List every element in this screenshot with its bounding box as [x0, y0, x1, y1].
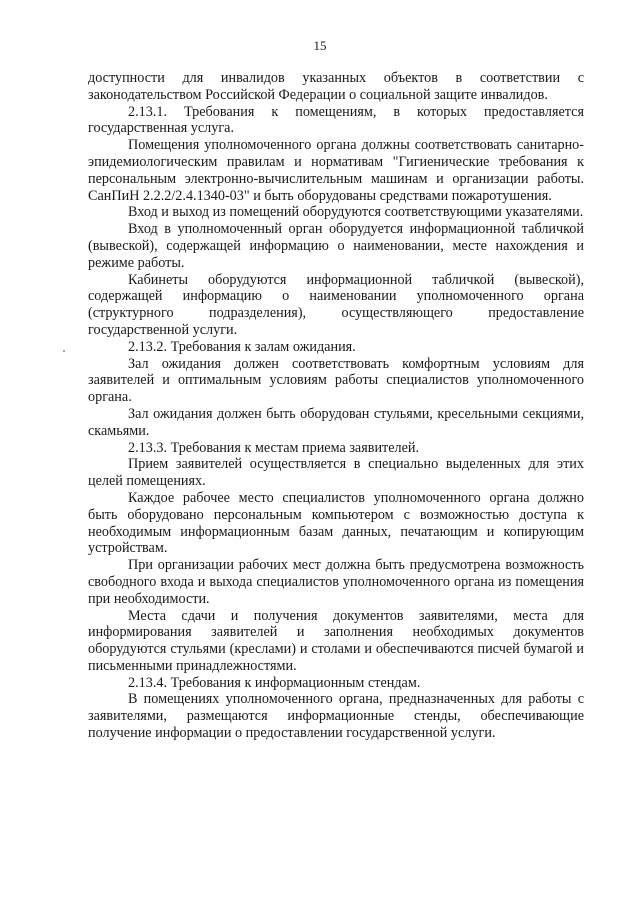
scan-speck — [63, 350, 65, 352]
section-2-13-1-heading: 2.13.1. Требования к помещениям, в которых предоставляется государственная услуга. — [88, 103, 584, 137]
paragraph-workplace-equipment: Каждое рабочее место специалистов уполномоченного органа должно быть оборудовано персональным компьютером с возможностью доступа к необходимым информационным базам данных, печатающим и копирующим устройствам. — [88, 489, 584, 557]
section-2-13-3-heading: 2.13.3. Требования к местам приема заявителей. — [128, 439, 420, 456]
paragraph-entrance-plaque: Вход в уполномоченный орган оборудуется информационной табличкой (вывеской), содержащей информацию о наименовании, месте нахождения и режиме работы. — [88, 221, 584, 271]
paragraph-office-plaques: Кабинеты оборудуются информационной табличкой (вывеской), содержащей информацию о наименовании уполномоченного органа (структурного подразделения), осуществляющего предоставление государственной услуги. — [88, 271, 584, 338]
paragraph-reception-rooms: Прием заявителей осуществляется в специально выделенных для этих целей помещениях. — [88, 456, 584, 490]
document-body — [88, 70, 584, 742]
paragraph-accessibility-continuation: доступности для инвалидов указанных объектов в соответствии с законодательством Российской Федерации о социальной защите инвалидов. — [88, 70, 584, 103]
page-number: 15 — [313, 38, 327, 53]
paragraph-entrance-signs: Вход и выход из помещений оборудуются соответствующими указателями. — [128, 204, 584, 221]
paragraph-information-stands: В помещениях уполномоченного органа, предназначенных для работы с заявителями, размещаются информационные стенды, обеспечивающие получение информации о предоставлении государственной услуги. — [88, 691, 584, 742]
paragraph-workplace-access: При организации рабочих мест должна быть предусмотрена возможность свободного входа и выхода специалистов уполномоченного органа из помещения при необходимости. — [88, 557, 584, 607]
paragraph-waiting-hall-seating: Зал ожидания должен быть оборудован стульями, кресельными секциями, скамьями. — [88, 405, 584, 439]
paragraph-sanitary-requirements: Помещения уполномоченного органа должны соответствовать санитарно-эпидемиологическим правилам и нормативам "Гигиенические требования к персональным электронно-вычислительным машинам и организации работы. СанПиН 2.2.2/2.4.1340-03" и быть оборудованы средствами пожаротушения. — [88, 137, 584, 204]
paragraph-waiting-hall-conditions: Зал ожидания должен соответствовать комфортным условиям для заявителей и оптимальным условиям работы специалистов уполномоченного органа. — [88, 355, 584, 406]
paragraph-document-submission-areas: Места сдачи и получения документов заявителями, места для информирования заявителей и заполнения необходимых документов оборудуются стульями (креслами) и столами и обеспечиваются писчей бумагой и письменными принадлежностями. — [88, 607, 584, 674]
section-2-13-4-heading: 2.13.4. Требования к информационным стендам. — [128, 674, 421, 691]
section-2-13-2-heading: 2.13.2. Требования к залам ожидания. — [128, 338, 356, 355]
